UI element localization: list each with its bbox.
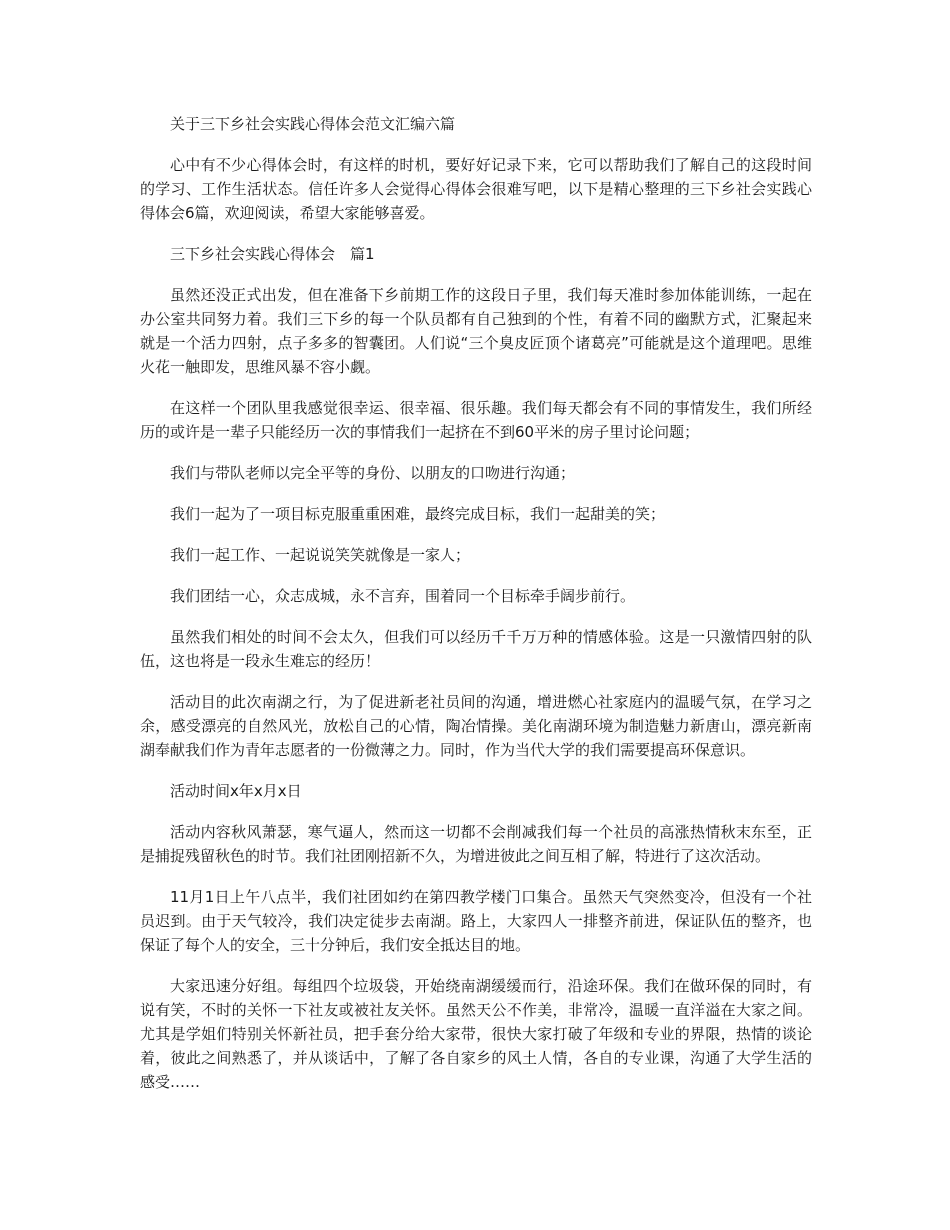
body-paragraph: 我们一起工作、一起说说笑笑就像是一家人；	[170, 546, 471, 564]
body-paragraph: 活动目的此次南湖之行，为了促进新老社员间的沟通，增进燃心社家庭内的温暖气氛，在学习之余，感受漂亮的自然风光，放松自己的心情，陶冶情操。美化南湖环境为制造魅力新唐山，漂亮新南湖奉献我们作为青年志愿者的一份微薄之力。同时，作为当代大学的我们需要提高环保意识。	[140, 693, 812, 759]
body-paragraph: 在这样一个团队里我感觉很幸运、很幸福、很乐趣。我们每天都会有不同的事情发生，我们所经历的或许是一辈子只能经历一次的事情我们一起挤在不到60平米的房子里讨论问题；	[140, 399, 812, 441]
intro-paragraph: 心中有不少心得体会时，有这样的时机，要好好记录下来，它可以帮助我们了解自己的这段时间的学习、工作生活状态。信任许多人会觉得心得体会很难写吧，以下是精心整理的三下乡社会实践心得体会6篇，欢迎阅读，希望大家能够喜爱。	[140, 156, 812, 222]
body-paragraph: 我们团结一心，众志成城，永不言弃，围着同一个目标牵手阔步前行。	[170, 587, 636, 605]
body-paragraph: 虽然还没正式出发，但在准备下乡前期工作的这段日子里，我们每天准时参加体能训练，一起在办公室共同努力着。我们三下乡的每一个队员都有自己独到的个性，有着不同的幽默方式，汇聚起来就是一个活力四射，点子多多的智囊团。人们说“三个臭皮匠顶个诸葛亮”可能就是这个道理吧。思维火花一触即发，思维风暴不容小觑。	[140, 286, 812, 376]
body-paragraph: 11月1日上午八点半，我们社团如约在第四教学楼门口集合。虽然天气突然变冷，但没有一个社员迟到。由于天气较冷，我们决定徒步去南湖。路上，大家四人一排整齐前进，保证队伍的整齐，也保证了每个人的安全，三十分钟后，我们安全抵达目的地。	[140, 888, 812, 954]
body-paragraph: 活动内容秋风萧瑟，寒气逼人，然而这一切都不会削减我们每一个社员的高涨热情秋末东至，正是捕捉残留秋色的时节。我们社团刚招新不久，为增进彼此之间互相了解，特进行了这次活动。	[140, 823, 812, 865]
body-paragraph: 虽然我们相处的时间不会太久，但我们可以经历千千万万种的情感体验。这是一只激情四射的队伍，这也将是一段永生难忘的经历！	[140, 628, 812, 670]
body-paragraph: 活动时间x年x月x日	[170, 782, 302, 800]
document-title: 关于三下乡社会实践心得体会范文汇编六篇	[170, 115, 456, 133]
body-paragraph: 我们一起为了一项目标克服重重困难，最终完成目标，我们一起甜美的笑；	[170, 505, 666, 523]
body-paragraph: 大家迅速分好组。每组四个垃圾袋，开始绕南湖缓缓而行，沿途环保。我们在做环保的同时，有说有笑，不时的关怀一下社友或被社友关怀。虽然天公不作美，非常冷，温暖一直洋溢在大家之间。尤其是学姐们特别关怀新社员，把手套分给大家带，很快大家打破了年级和专业的界限，热情的谈论着，彼此之间熟悉了，并从谈话中，了解了各自家乡的风土人情，各自的专业课，沟通了大学生活的感受……	[140, 977, 812, 1091]
body-paragraph: 我们与带队老师以完全平等的身份、以朋友的口吻进行沟通；	[170, 464, 576, 482]
document-page	[140, 112, 812, 1094]
section-heading: 三下乡社会实践心得体会 篇1	[170, 245, 375, 263]
